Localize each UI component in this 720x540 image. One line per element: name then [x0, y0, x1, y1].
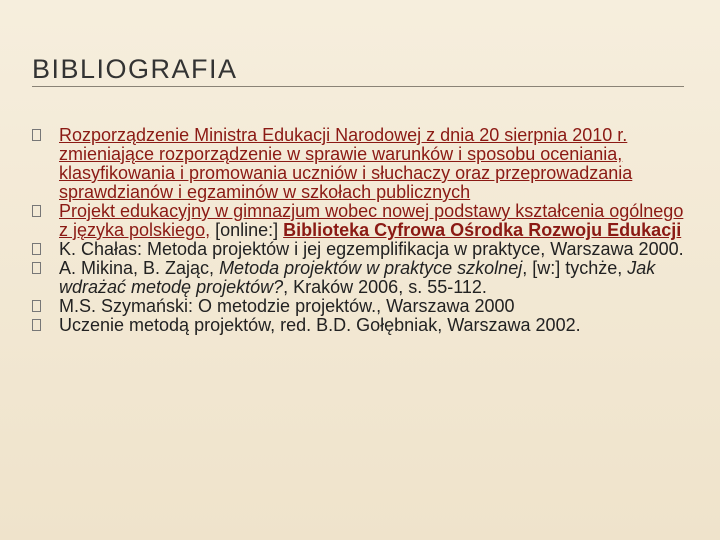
reference-text: K. Chałas: Metoda projektów i jej egzemplifikacja w praktyce, Warszawa 2000.	[59, 239, 684, 259]
title-divider	[32, 86, 684, 87]
reference-text-part: , Kraków 2006, s. 55-112.	[283, 277, 487, 297]
reference-title-italic: Metoda projektów w praktyce szkolnej	[219, 258, 523, 278]
page-title: BIBLIOGRAFIA	[32, 54, 238, 84]
online-label: [online:]	[210, 220, 284, 240]
library-link[interactable]: Biblioteka Cyfrowa Ośrodka Rozwoju Edukacji	[283, 220, 682, 240]
reference-text-part: , [w:] tychże,	[522, 258, 628, 278]
list-item	[32, 202, 692, 240]
bullet-icon	[32, 262, 41, 274]
bibliography-list	[32, 126, 692, 335]
reference-link[interactable]: Projekt edukacyjny w gimnazjum wobec nowej podstawy kształcenia ogólnego z języka polskiego,	[59, 201, 684, 240]
bullet-icon	[32, 319, 41, 331]
reference-title-italic: Jak wdrażać metodę projektów?	[59, 258, 656, 297]
reference-link[interactable]: Rozporządzenie Ministra Edukacji Narodowej z dnia 20 sierpnia 2010 r. zmieniające rozporządzenie w sprawie warunków i sposobu oceniania, klasyfikowania i promowania uczniów i słuchaczy oraz przeprowadzania sprawdzianów i egzaminów w szkołach publicznych	[59, 125, 633, 202]
reference-text: Uczenie metodą projektów, red. B.D. Gołębniak, Warszawa 2002.	[59, 315, 581, 335]
bullet-icon	[32, 243, 41, 255]
reference-text: M.S. Szymański: O metodzie projektów., Warszawa 2000	[59, 296, 515, 316]
bullet-icon	[32, 300, 41, 312]
reference-text-part: A. Mikina, B. Zając,	[59, 258, 220, 278]
list-item	[32, 240, 692, 259]
list-item	[32, 297, 692, 316]
list-item	[32, 259, 692, 297]
list-item	[32, 126, 692, 202]
list-item	[32, 316, 692, 335]
bullet-icon	[32, 129, 41, 141]
bullet-icon	[32, 205, 41, 217]
